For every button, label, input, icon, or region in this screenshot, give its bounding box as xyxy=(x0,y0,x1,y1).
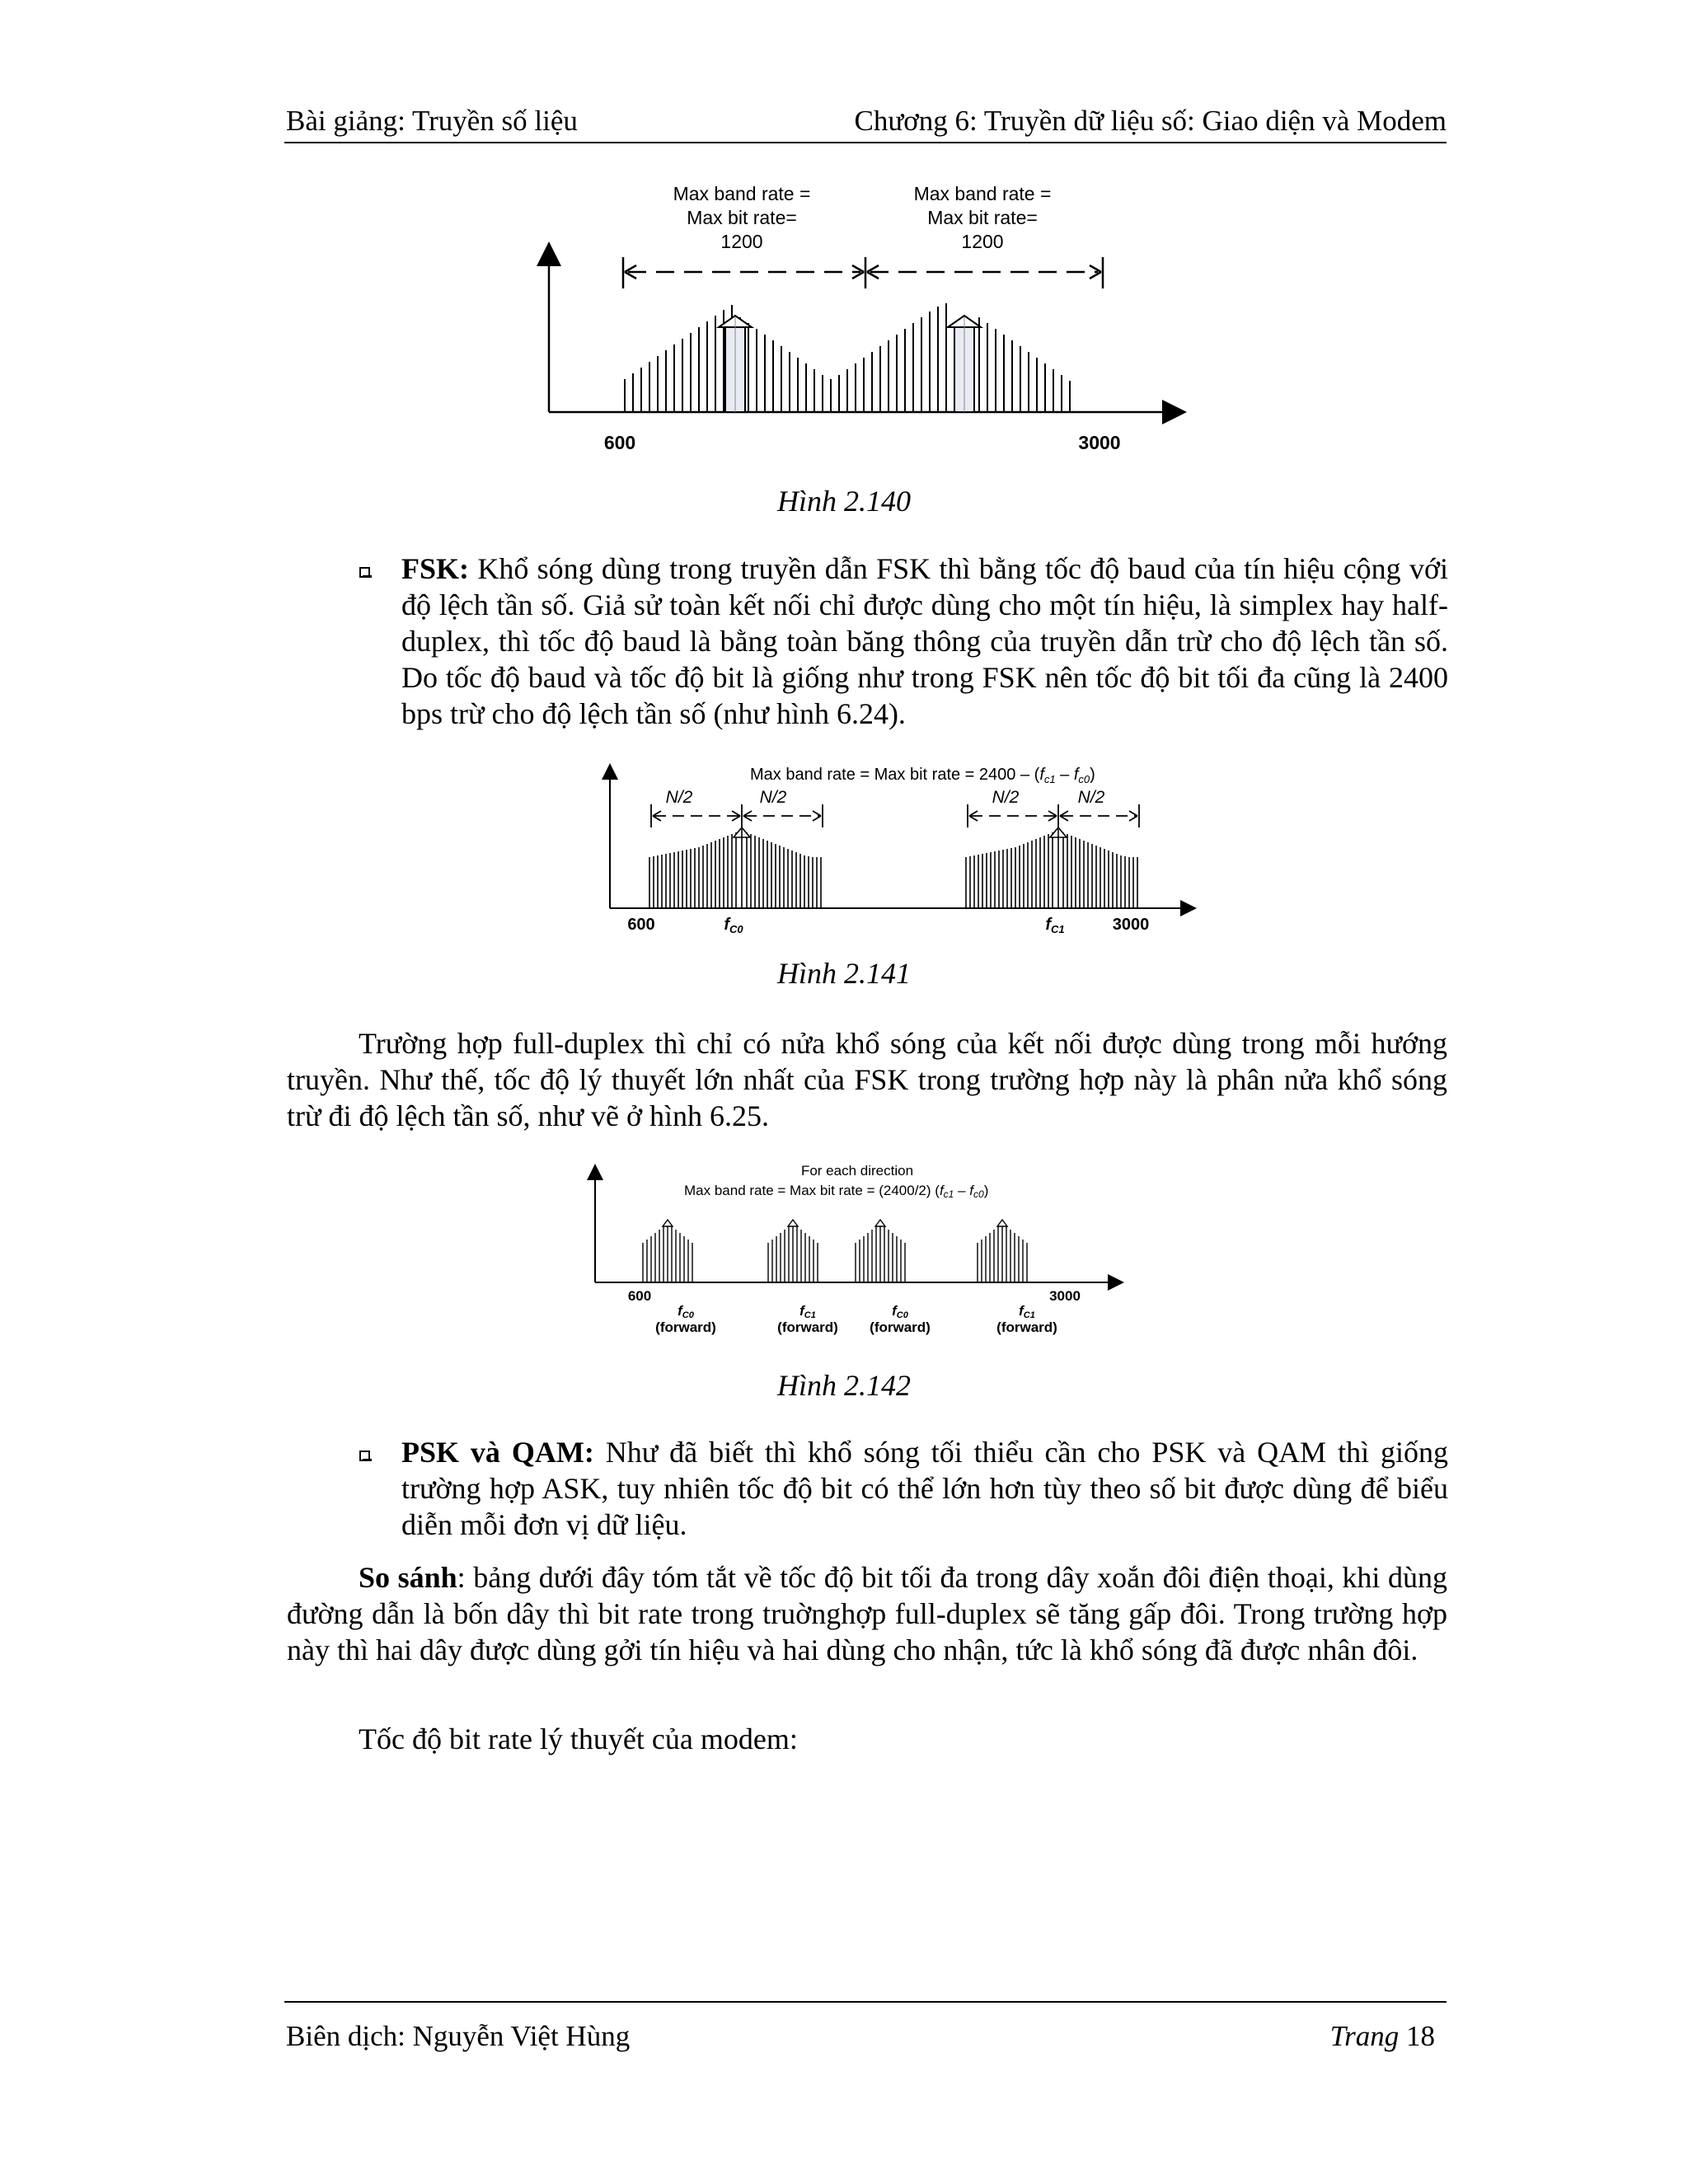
bullet-square-icon xyxy=(359,1451,370,1461)
fig141-x-start: 600 xyxy=(627,916,655,934)
fig142-direction-label: (forward) xyxy=(777,1319,838,1335)
figure-2-141 xyxy=(593,757,1203,940)
header-course-title: Bài giảng: Truyền số liệu xyxy=(286,105,578,137)
psk-text: Như đã biết thì khổ sóng tối thiểu cần cho PSK và QAM thì giống trường hợp ASK, tuy nhiên tốc độ bit có thể lớn hơn tùy theo số bit được dùng để biểu diễn mỗi đơn vị dữ liệu. xyxy=(401,1436,1449,1541)
psk-qam-paragraph xyxy=(401,1434,1448,1543)
fig142-band-3 xyxy=(856,1220,905,1282)
header-chapter-title: Chương 6: Truyền dữ liệu số: Giao diện và Modem xyxy=(854,105,1447,137)
fig141-band-left xyxy=(649,827,821,908)
fig142-band-4 xyxy=(978,1220,1027,1282)
fig140-carrier-right xyxy=(948,316,981,412)
fig140-label-right-3: 1200 xyxy=(961,231,1004,252)
fig142-carrier-label: fC0 xyxy=(892,1303,908,1320)
figure-2-142-caption: Hình 2.142 xyxy=(777,1369,911,1402)
fig141-half-label: N/2 xyxy=(759,788,787,807)
fig140-x-end: 3000 xyxy=(1078,432,1121,453)
fig142-direction-label: (forward) xyxy=(996,1319,1057,1335)
figure-2-140 xyxy=(528,181,1203,470)
fig140-label-left-3: 1200 xyxy=(720,231,763,252)
figure-2-141-caption: Hình 2.141 xyxy=(777,957,911,990)
fig142-x-start: 600 xyxy=(627,1288,652,1304)
figure-2-140-diagram xyxy=(528,181,1203,470)
fig140-x-start: 600 xyxy=(603,432,636,453)
fig141-half-label: N/2 xyxy=(665,788,693,807)
fig141-range-arrows xyxy=(651,804,1139,827)
fig141-fc0-label: $f_{C0}$ xyxy=(724,916,743,935)
fig142-carrier-label: fC1 xyxy=(799,1303,816,1320)
figure-2-142 xyxy=(577,1160,1137,1346)
page-footer xyxy=(284,2001,1447,2062)
fig140-label-left-1: Max band rate = xyxy=(673,183,811,204)
bullet-square-icon xyxy=(359,567,370,578)
fig141-half-label: N/2 xyxy=(992,788,1020,807)
compare-text: : bảng dưới đây tóm tắt về tốc độ bit tối đa trong dây xoắn đôi điện thoại, khi dùng đường dẫn là bốn dây thì bit rate trong truờnghợp full-duplex sẽ tăng gấp đôi. Trong trường hợp này thì hai dây được dùng gởi tín hiệu và hai dùng cho nhận, tức là khổ sóng đã được nhân đôi. xyxy=(287,1561,1447,1666)
fig141-band-right xyxy=(966,827,1137,908)
compare-term: So sánh xyxy=(359,1561,457,1594)
fig141-title: Max band rate = Max bit rate = $2400 - (f_{c1} - f_{c0})$ xyxy=(750,766,1095,785)
fig141-x-end: 3000 xyxy=(1112,916,1150,934)
fig142-carrier-label: fC0 xyxy=(678,1303,694,1320)
fig140-label-right-1: Max band rate = xyxy=(913,183,1052,204)
fig141-fc1-label: $f_{C1}$ xyxy=(1045,916,1065,935)
fsk-text: Khổ sóng dùng trong truyền dẫn FSK thì bằng tốc độ baud của tín hiệu cộng với độ lệch tần số. Giả sử toàn kết nối chỉ được dùng cho một tín hiệu, là simplex hay half-duplex, thì tốc độ baud là bằng toàn băng thông của truyền dẫn trừ cho độ lệch tần số. Do tốc độ baud và tốc độ bit là giống như trong FSK nên tốc độ bit tối đa cũng là 2400 bps trừ cho độ lệch tần số (như hình 6.24). xyxy=(401,552,1449,730)
fig142-title-line1: For each direction xyxy=(800,1163,914,1179)
figure-2-142-diagram xyxy=(577,1160,1137,1346)
footer-page-number: Trang 18 xyxy=(1329,2020,1435,2052)
figure-2-141-diagram xyxy=(593,757,1203,940)
figure-2-140-caption: Hình 2.140 xyxy=(777,485,911,518)
comparison-paragraph xyxy=(287,1559,1447,1668)
fig140-label-left-2: Max bit rate= xyxy=(687,207,797,228)
fig140-label-right-2: Max bit rate= xyxy=(927,207,1038,228)
fsk-paragraph xyxy=(401,551,1448,732)
fsk-term: FSK: xyxy=(401,552,470,585)
fig142-carrier-label: fC1 xyxy=(1019,1303,1035,1320)
page-header xyxy=(284,101,1447,143)
fig142-direction-label: (forward) xyxy=(655,1319,716,1335)
full-duplex-paragraph: Trường hợp full-duplex thì chỉ có nửa khổ sóng của kết nối được dùng trong mỗi hướng truyền. Như thế, tốc độ lý thuyết lớn nhất của FSK trong trường hợp này là phân nửa khổ sóng trừ đi độ lệch tần số, như vẽ ở hình 6.25. xyxy=(287,1027,1447,1132)
fig141-half-label: N/2 xyxy=(1077,788,1105,807)
psk-term: PSK và QAM: xyxy=(401,1436,594,1469)
fig142-x-end: 3000 xyxy=(1049,1288,1081,1304)
fig142-title-line2: Max band rate = Max bit rate = (2400/2) (fc1 – fc0) xyxy=(684,1183,989,1200)
fig142-band-1 xyxy=(643,1220,692,1282)
fig142-direction-label: (forward) xyxy=(870,1319,931,1335)
fig140-range-arrows xyxy=(623,257,1103,288)
footer-translator: Biên dịch: Nguyễn Việt Hùng xyxy=(286,2020,631,2052)
fig142-band-2 xyxy=(768,1220,818,1282)
modem-bitrate-line: Tốc độ bit rate lý thuyết của modem: xyxy=(359,1722,798,1755)
